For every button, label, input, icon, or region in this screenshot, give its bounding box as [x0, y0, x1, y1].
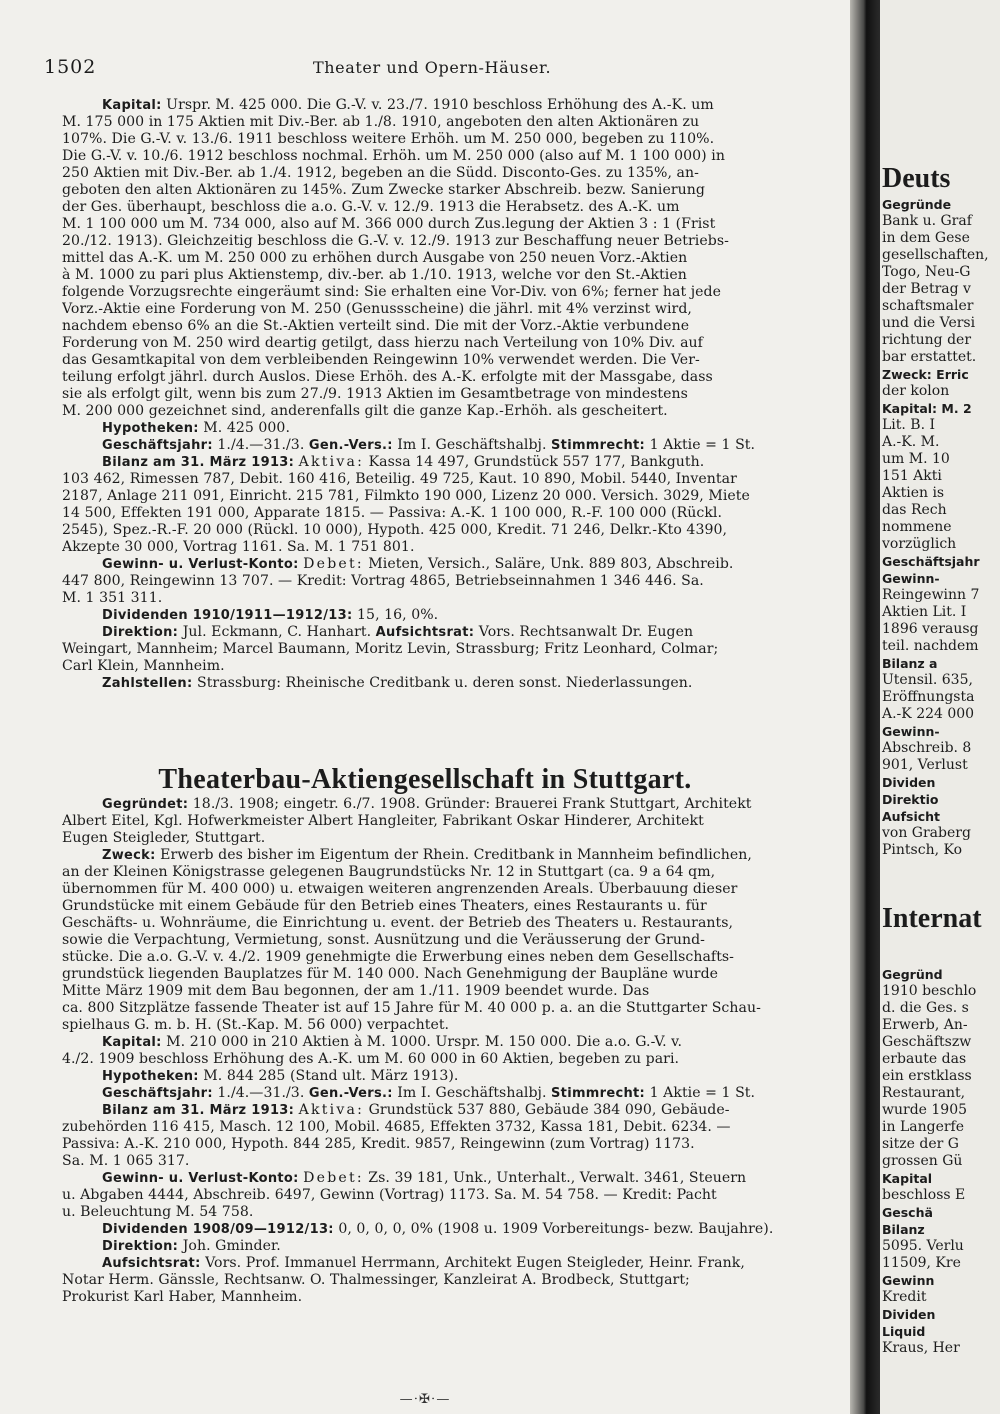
right-page-line: Gewinn-: [882, 724, 940, 739]
text-line: [62, 1000, 850, 1017]
line-text: 14 500, Effekten 191 000, Apparate 1815. — Passiva: A.-K. 1 100 000, R.-F. 100 000 (Rückl.: [62, 505, 723, 521]
text-line: [62, 1170, 850, 1187]
line-text: sie als erfolgt gilt, wenn bis zum 27./9. 1913 Aktien im Gesamtbetrage von mindestens: [62, 386, 688, 402]
text-line: [62, 983, 850, 1000]
line-text: 0, 0, 0, 0, 0% (1908 u. 1909 Vorbereitungs- bezw. Baujahre).: [333, 1221, 774, 1237]
line-text: M. 425 000.: [198, 420, 290, 436]
text-line: [62, 1017, 850, 1034]
right-page-line: nommene: [882, 519, 952, 535]
line-text: Notar Herm. Gänssle, Rechtsanw. O. Thalmessinger, Kanzleirat A. Brodbeck, Stuttgart;: [62, 1272, 690, 1288]
right-page-line: Reingewinn 7: [882, 587, 980, 603]
line-text: 103 462, Rimessen 787, Debit. 160 416, Beteilig. 49 725, Kaut. 10 890, Mobil. 5440, Inventar: [62, 471, 737, 487]
text-line: [62, 864, 850, 881]
right-page-line: Pintsch, Ko: [882, 842, 962, 858]
field-label: Zweck:: [102, 848, 156, 863]
right-page-line: wurde 1905: [882, 1102, 968, 1118]
text-line: [62, 216, 850, 233]
right-page-line: Aufsicht: [882, 809, 941, 824]
field-label: Direktion:: [102, 625, 179, 640]
line-text: 15, 16, 0%.: [352, 607, 439, 623]
right-page-line: Gewinn: [882, 1273, 935, 1288]
right-page-line: vorzüglich: [882, 536, 957, 552]
text-line: [62, 148, 850, 165]
text-line: [62, 1119, 850, 1136]
text-line: [62, 641, 850, 658]
line-text: 1 Aktie = 1 St.: [645, 437, 756, 453]
line-text: Passiva: A.-K. 210 000, Hypoth. 844 285, Kredit. 9857, Reingewinn (zum Vortrag) 1173.: [62, 1136, 695, 1152]
text-line: [62, 284, 850, 301]
right-page-line: A.-K 224 000: [882, 706, 975, 722]
text-line: [62, 881, 850, 898]
line-text: 250 Aktien mit Div.-Ber. ab 1./4. 1912, begeben an die Südd. Disconto-Ges. zu 135%, an-: [62, 165, 699, 181]
text-line: [62, 1051, 850, 1068]
right-page-line: Togo, Neu-G: [882, 264, 971, 280]
right-page-line: Abschreib. 8: [882, 740, 972, 756]
right-page-line: 5095. Verlu: [882, 1238, 964, 1254]
right-page-line: Kapital: [882, 1171, 933, 1186]
right-page-line: ein erstklass: [882, 1068, 972, 1084]
right-page-line: Aktien Lit. I: [882, 604, 967, 620]
line-text: Grundstück 537 880, Gebäude 384 090, Gebäude-: [364, 1102, 730, 1118]
text-line: [62, 522, 850, 539]
text-line: [62, 403, 850, 420]
line-text: Akzepte 30 000, Vortrag 1161. Sa. M. 1 751 801.: [62, 539, 415, 555]
right-page-line: Direktio: [882, 792, 939, 807]
right-page-line: Geschäftsjahr: [882, 554, 980, 569]
right-page-line: Bank u. Graf: [882, 213, 972, 229]
line-text: ca. 800 Sitzplätze fassende Theater ist auf 15 Jahre für M. 40 000 p. a. an die Stuttgarter Schau-: [62, 1000, 761, 1016]
text-line: [62, 573, 850, 590]
right-page-line: Erwerb, An-: [882, 1017, 968, 1033]
text-line: [62, 1068, 850, 1085]
text-line: [62, 165, 850, 182]
text-line: [62, 1289, 850, 1306]
text-line: [62, 1272, 850, 1289]
right-page-line: beschloss E: [882, 1187, 966, 1203]
line-text: 4./2. 1909 beschloss Erhöhung des A.-K. um M. 60 000 in 60 Aktien, begeben zu pari.: [62, 1051, 680, 1067]
line-text: Vors. Rechtsanwalt Dr. Eugen: [474, 624, 694, 640]
line-text: Forderung von M. 250 wird deartig getilgt, dass hierzu nach Verteilung von 10% Div. auf: [62, 335, 703, 351]
spaced-label: Aktiva:: [298, 1102, 365, 1118]
right-page-line: Geschä: [882, 1205, 933, 1220]
line-text: M. 200 000 gezeichnet sind, anderenfalls gilt die ganze Kap.-Erhöh. als gescheitert.: [62, 403, 668, 419]
line-text: zubehörden 116 415, Masch. 12 100, Mobil. 4685, Effekten 3732, Kassa 181, Debit. 6234. —: [62, 1119, 731, 1135]
text-line: [62, 590, 850, 607]
end-ornament: —⋅✠⋅—: [399, 1392, 451, 1407]
text-line: [62, 1221, 850, 1238]
right-page-line: das Rech: [882, 502, 947, 518]
field-label: Aufsichtsrat:: [375, 625, 475, 640]
line-text: Mitte März 1909 mit dem Bau begonnen, der am 1./11. 1909 beendet wurde. Das: [62, 983, 650, 999]
right-page-line: schaftsmaler: [882, 298, 974, 314]
line-text: Urspr. M. 425 000. Die G.-V. v. 23./7. 1910 beschloss Erhöhung des A.-K. um: [161, 97, 714, 113]
field-label: Dividenden 1910/1911—1912/13:: [102, 608, 353, 623]
text-line: [62, 182, 850, 199]
line-text: 1./4.—31./3.: [212, 1085, 309, 1101]
right-page-line: 151 Akti: [882, 468, 942, 484]
field-label: Gen.-Vers.:: [308, 1086, 393, 1101]
text-line: [62, 1102, 850, 1119]
field-label: Geschäftsjahr:: [102, 438, 213, 453]
text-line: [62, 1255, 850, 1272]
text-line: [62, 97, 850, 114]
running-title: Theater und Opern-Häuser.: [313, 58, 552, 77]
right-page-line: 901, Verlust: [882, 757, 968, 773]
line-text: Joh. Gminder.: [178, 1238, 281, 1254]
text-line: [62, 335, 850, 352]
text-line: [62, 318, 850, 335]
right-page-line: Bilanz a: [882, 656, 938, 671]
text-line: [62, 114, 850, 131]
field-label: Stimmrecht:: [551, 438, 646, 453]
line-text: 447 800, Reingewinn 13 707. — Kredit: Vortrag 4865, Betriebseinnahmen 1 346 446. Sa.: [62, 573, 704, 589]
right-page-line: gesellschaften,: [882, 247, 989, 263]
line-text: sowie die Verpachtung, Vermietung, sonst. Ausnützung und die Veräusserung der Grund-: [62, 932, 705, 948]
line-text: 1./4.—31./3.: [212, 437, 309, 453]
text-line: [62, 796, 850, 813]
line-text: Vorz.-Aktie eine Forderung von M. 250 (Genussscheine) die jährl. mit 4% verzinst wird,: [62, 301, 692, 317]
text-line: [62, 301, 850, 318]
text-line: [62, 267, 850, 284]
section-theaterbau-stuttgart: [62, 796, 850, 1306]
text-line: [62, 675, 850, 692]
text-line: [62, 1136, 850, 1153]
line-text: 18./3. 1908; eingetr. 6./7. 1908. Gründer: Brauerei Frank Stuttgart, Architekt: [188, 796, 752, 812]
right-page-line: Dividen: [882, 1307, 936, 1322]
right-page-line: Kapital: M. 2: [882, 401, 972, 416]
text-line: [62, 505, 850, 522]
line-text: u. Abgaben 4444, Abschreib. 6497, Gewinn (Vortrag) 1173. Sa. M. 54 758. — Kredit: Pacht: [62, 1187, 717, 1203]
line-text: grundstück liegenden Bauplatzes für M. 140 000. Nach Genehmigung der Baupläne wurde: [62, 966, 719, 982]
field-label: Bilanz am 31. März 1913:: [102, 1103, 295, 1118]
text-line: [62, 607, 850, 624]
text-line: [62, 1204, 850, 1221]
line-text: Weingart, Mannheim; Marcel Baumann, Moritz Levin, Strassburg; Fritz Leonhard, Colmar;: [62, 641, 719, 657]
right-page-line: A.-K. M.: [882, 434, 940, 450]
right-page-line: Deuts: [882, 163, 951, 194]
field-label: Bilanz am 31. März 1913:: [102, 455, 295, 470]
field-label: Gen.-Vers.:: [308, 438, 393, 453]
text-line: [62, 131, 850, 148]
text-line: [62, 1187, 850, 1204]
right-page-line: Utensil. 635,: [882, 672, 973, 688]
field-label: Zahlstellen:: [102, 676, 193, 691]
field-label: Kapital:: [102, 98, 162, 113]
right-page-line: erbaute das: [882, 1051, 967, 1067]
line-text: Im I. Geschäftshalbj.: [392, 1085, 552, 1101]
field-label: Gewinn- u. Verlust-Konto:: [102, 1171, 299, 1186]
line-text: der Ges. überhaupt, beschloss die a.o. G.-V. v. 12./9. 1913 die Herabsetz. des A.-K. um: [62, 199, 680, 215]
page-number: 1502: [44, 56, 97, 78]
right-page-line: in Langerfe: [882, 1119, 965, 1135]
line-text: folgende Vorzugsrechte eingeräumt sind: Sie erhalten eine Vor-Div. von 6%; ferner hat jede: [62, 284, 721, 300]
right-page-line: Geschäftszw: [882, 1034, 972, 1050]
right-page-line: grossen Gü: [882, 1153, 963, 1169]
text-line: [62, 898, 850, 915]
section-title: Theaterbau-Aktiengesellschaft in Stuttgart.: [158, 764, 692, 795]
line-text: spielhaus G. m. b. H. (St.-Kap. M. 56 000) verpachtet.: [62, 1017, 450, 1033]
field-label: Gewinn- u. Verlust-Konto:: [102, 557, 299, 572]
text-line: [62, 369, 850, 386]
text-line: [62, 539, 850, 556]
right-page-line: d. die Ges. s: [882, 1000, 969, 1016]
right-page-line: Kredit: [882, 1289, 927, 1305]
text-line: [62, 199, 850, 216]
text-line: [62, 915, 850, 932]
line-text: Die G.-V. v. 10./6. 1912 beschloss nochmal. Erhöh. um M. 250 000 (also auf M. 1 100 000) in: [62, 148, 725, 164]
line-text: M. 210 000 in 210 Aktien à M. 1000. Urspr. M. 150 000. Die a.o. G.-V. v.: [161, 1034, 683, 1050]
spaced-label: Debet:: [303, 1170, 364, 1186]
line-text: M. 844 285 (Stand ult. März 1913).: [198, 1068, 459, 1084]
right-page-line: der Betrag v: [882, 281, 971, 297]
line-text: Eugen Steigleder, Stuttgart.: [62, 830, 266, 846]
field-label: Hypotheken:: [102, 1069, 199, 1084]
text-line: [62, 624, 850, 641]
text-line: [62, 437, 850, 454]
line-text: Strassburg: Rheinische Creditbank u. deren sonst. Niederlassungen.: [192, 675, 693, 691]
right-page-line: Gewinn-: [882, 571, 940, 586]
text-line: [62, 233, 850, 250]
right-page-line: der kolon: [882, 383, 950, 399]
right-page-line: Bilanz: [882, 1222, 925, 1237]
text-line: [62, 352, 850, 369]
right-page-line: in dem Gese: [882, 230, 970, 246]
line-text: Zs. 39 181, Unk., Unterhalt., Verwalt. 3461, Steuern: [363, 1170, 747, 1186]
line-text: mittel das A.-K. um M. 250 000 zu erhöhen durch Ausgabe von 250 neuen Vorz.-Aktien: [62, 250, 688, 266]
right-page-line: teil. nachdem: [882, 638, 979, 654]
text-line: [62, 488, 850, 505]
field-label: Direktion:: [102, 1239, 179, 1254]
right-page-line: bar erstattet.: [882, 349, 977, 365]
field-label: Geschäftsjahr:: [102, 1086, 213, 1101]
line-text: geboten den alten Aktionären zu 145%. Zum Zwecke starker Abschreib. bezw. Sanierung: [62, 182, 705, 198]
line-text: Kassa 14 497, Grundstück 557 177, Bankguth.: [364, 454, 705, 470]
right-page-line: um M. 10: [882, 451, 950, 467]
right-page-line: Dividen: [882, 775, 936, 790]
line-text: 2545), Spez.-R.-F. 20 000 (Rückl. 10 000), Hypoth. 425 000, Kredit. 71 246, Delkr.-Kto 4390,: [62, 522, 728, 538]
spaced-label: Aktiva:: [298, 454, 365, 470]
text-line: [62, 813, 850, 830]
text-line: [62, 1153, 850, 1170]
right-page-line: Liquid: [882, 1324, 926, 1339]
book-gutter: [850, 0, 880, 1414]
line-text: Erwerb des bisher im Eigentum der Rhein. Creditbank in Mannheim befindlichen,: [155, 847, 752, 863]
text-line: [62, 386, 850, 403]
line-text: M. 1 351 311.: [62, 590, 163, 606]
right-page-line: 11509, Kre: [882, 1255, 961, 1271]
right-page-line: Gegründe: [882, 197, 952, 212]
spaced-label: Debet:: [303, 556, 364, 572]
line-text: Albert Eitel, Kgl. Hofwerkmeister Albert Hangleiter, Fabrikant Oskar Hinderer, Architekt: [62, 813, 704, 829]
line-text: Mieten, Versich., Saläre, Unk. 889 803, Abschreib.: [363, 556, 734, 572]
right-page-line: Kraus, Her: [882, 1340, 960, 1356]
line-text: nachdem ebenso 6% an die St.-Aktien verteilt sind. Die mit der Vorz.-Aktie verbundene: [62, 318, 690, 334]
line-text: übernommen für M. 400 000) u. etwaigen weiteren angrenzenden Areals. Überbauung dieser: [62, 881, 738, 897]
right-page-line: 1896 verausg: [882, 621, 979, 637]
right-page-line: von Graberg: [882, 825, 971, 841]
right-page-fragment: [880, 0, 1000, 1414]
right-page-line: richtung der: [882, 332, 972, 348]
text-line: [62, 250, 850, 267]
right-page-line: und die Versi: [882, 315, 976, 331]
right-page-line: Internat: [882, 903, 982, 934]
line-text: teilung erfolgt jährl. durch Auslos. Diese Erhöh. des A.-K. erfolgte mit der Massgabe, dass: [62, 369, 713, 385]
text-line: [62, 658, 850, 675]
line-text: Prokurist Karl Haber, Mannheim.: [62, 1289, 303, 1305]
text-line: [62, 1085, 850, 1102]
field-label: Kapital:: [102, 1035, 162, 1050]
line-text: 20./12. 1913). Gleichzeitig beschloss die G.-V. v. 12./9. 1913 zur Beschaffung neuer Betriebs-: [62, 233, 729, 249]
line-text: Carl Klein, Mannheim.: [62, 658, 225, 674]
line-text: 2187, Anlage 211 091, Einricht. 215 781, Filmkto 190 000, Lizenz 20 000. Versich. 3029, Miete: [62, 488, 750, 504]
right-page-line: Restaurant,: [882, 1085, 966, 1101]
line-text: Grundstücke mit einem Gebäude für den Betrieb eines Theaters, eines Restaurants u. für: [62, 898, 707, 914]
line-text: 1 Aktie = 1 St.: [645, 1085, 756, 1101]
right-page-line: sitze der G: [882, 1136, 959, 1152]
field-label: Aufsichtsrat:: [102, 1256, 201, 1271]
text-line: [62, 420, 850, 437]
field-label: Hypotheken:: [102, 421, 199, 436]
line-text: Jul. Eckmann, C. Hanhart.: [178, 624, 376, 640]
line-text: u. Beleuchtung M. 54 758.: [62, 1204, 254, 1220]
line-text: Vors. Prof. Immanuel Herrmann, Architekt Eugen Steigleder, Heinr. Frank,: [200, 1255, 745, 1271]
right-page-line: 1910 beschlo: [882, 983, 977, 999]
line-text: Geschäfts- u. Wohnräume, die Einrichtung u. event. der Betrieb des Theaters u. Restaurants,: [62, 915, 734, 931]
line-text: an der Kleinen Königstrasse gelegenen Baugrundstücks Nr. 12 in Stuttgart (ca. 9 a 64 qm,: [62, 864, 716, 880]
line-text: Sa. M. 1 065 317.: [62, 1153, 190, 1169]
section-theater-previous: [62, 97, 850, 692]
line-text: stücke. Die a.o. G.-V. v. 4./2. 1909 genehmigte die Erwerbung eines neben dem Gesellschafts-: [62, 949, 734, 965]
right-page-line: Lit. B. I: [882, 417, 936, 433]
right-page-line: Aktien is: [882, 485, 945, 501]
line-text: Im I. Geschäftshalbj.: [392, 437, 552, 453]
field-label: Gegründet:: [102, 797, 189, 812]
text-line: [62, 966, 850, 983]
line-text: à M. 1000 zu pari plus Aktienstemp, div.-ber. ab 1./10. 1913, welche vor den St.-Aktien: [62, 267, 687, 283]
text-line: [62, 932, 850, 949]
page-header: [0, 56, 850, 80]
field-label: Stimmrecht:: [551, 1086, 646, 1101]
line-text: M. 1 100 000 um M. 734 000, also auf M. 366 000 durch Zus.legung der Aktien 3 : 1 (Frist: [62, 216, 716, 232]
line-text: das Gesamtkapital von dem verbleibenden Reingewinn 10% verwendet werden. Die Ver-: [62, 352, 700, 368]
right-page-line: Eröffnungsta: [882, 689, 975, 705]
right-page-line: Gegründ: [882, 967, 943, 982]
text-line: [62, 830, 850, 847]
text-line: [62, 454, 850, 471]
text-line: [62, 471, 850, 488]
text-line: [62, 1238, 850, 1255]
line-text: M. 175 000 in 175 Aktien mit Div.-Ber. ab 1./8. 1910, angeboten den alten Aktionären zu: [62, 114, 700, 130]
text-line: [62, 1034, 850, 1051]
text-line: [62, 556, 850, 573]
text-line: [62, 949, 850, 966]
field-label: Dividenden 1908/09—1912/13:: [102, 1222, 334, 1237]
line-text: 107%. Die G.-V. v. 13./6. 1911 beschloss weitere Erhöh. um M. 250 000, begeben zu 110%.: [62, 131, 715, 147]
right-page-line: Zweck: Erric: [882, 367, 969, 382]
text-line: [62, 847, 850, 864]
